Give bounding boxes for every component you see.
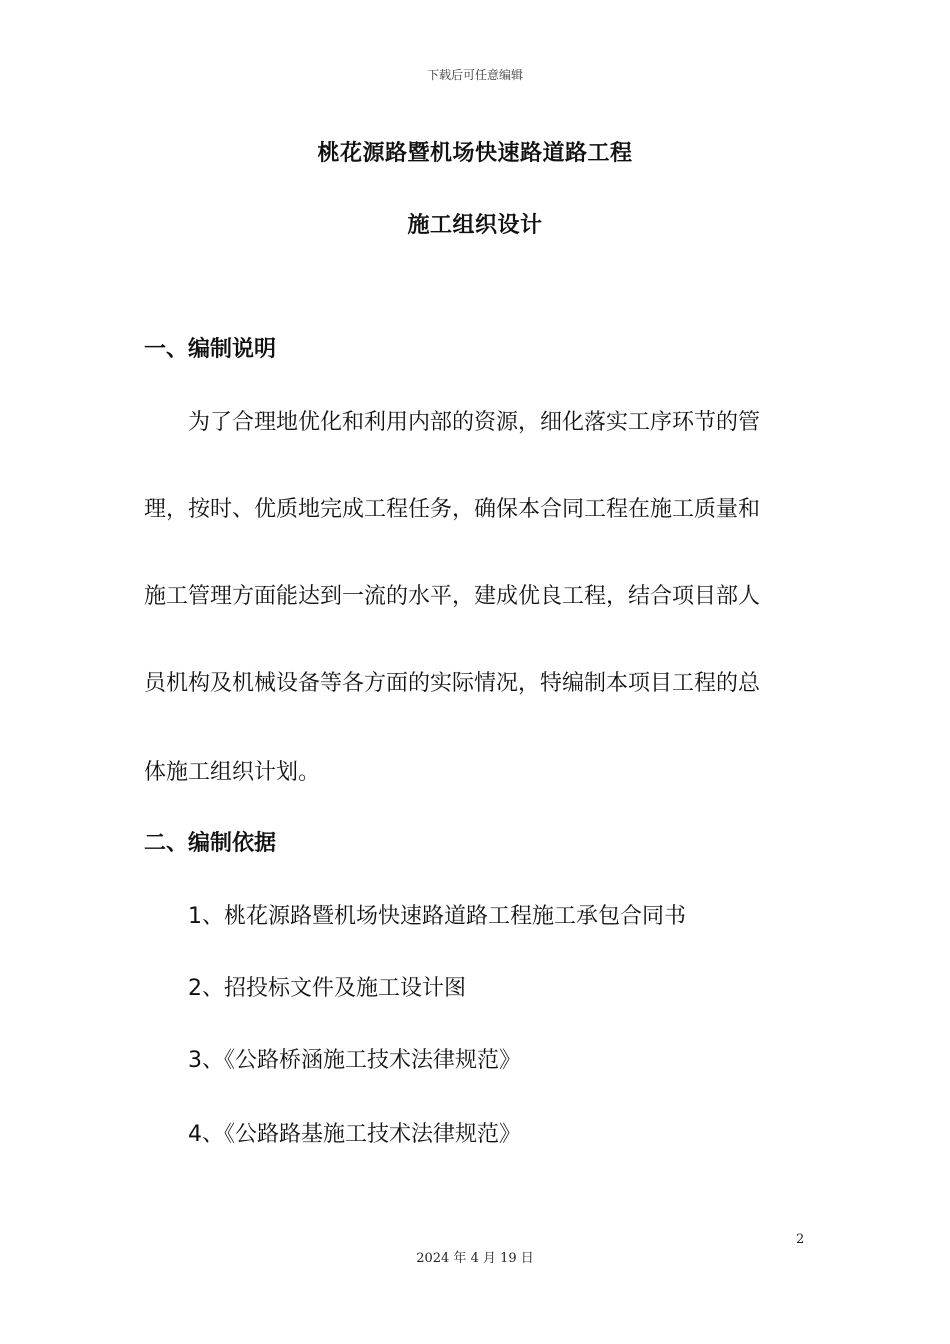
- list-item: 4、《公路路基施工技术法律规范》: [188, 1122, 521, 1147]
- document-title: 桃花源路暨机场快速路道路工程: [317, 141, 633, 166]
- page-footer-date: 2024 年 4 月 19 日: [416, 1251, 534, 1266]
- section-heading-basis: 二、编制依据: [144, 831, 277, 856]
- list-item: 3、《公路桥涵施工技术法律规范》: [188, 1048, 521, 1073]
- paragraph-line: 施工管理方面能达到一流的水平，建成优良工程，结合项目部人: [144, 584, 761, 609]
- page-number: 2: [796, 1232, 805, 1247]
- section-heading-description: 一、编制说明: [144, 337, 277, 362]
- document-subtitle: 施工组织设计: [407, 213, 543, 238]
- paragraph-line: 体施工组织计划。: [144, 760, 321, 785]
- list-item: 1、桃花源路暨机场快速路道路工程施工承包合同书: [188, 904, 686, 929]
- paragraph-line: 员机构及机械设备等各方面的实际情况，特编制本项目工程的总: [144, 671, 761, 696]
- paragraph-line: 为了合理地优化和利用内部的资源，细化落实工序环节的管: [188, 410, 761, 435]
- paragraph-line: 理，按时、优质地完成工程任务，确保本合同工程在施工质量和: [144, 497, 761, 522]
- list-item: 2、招投标文件及施工设计图: [188, 976, 466, 1001]
- page-header: 下载后可任意编辑: [426, 68, 523, 82]
